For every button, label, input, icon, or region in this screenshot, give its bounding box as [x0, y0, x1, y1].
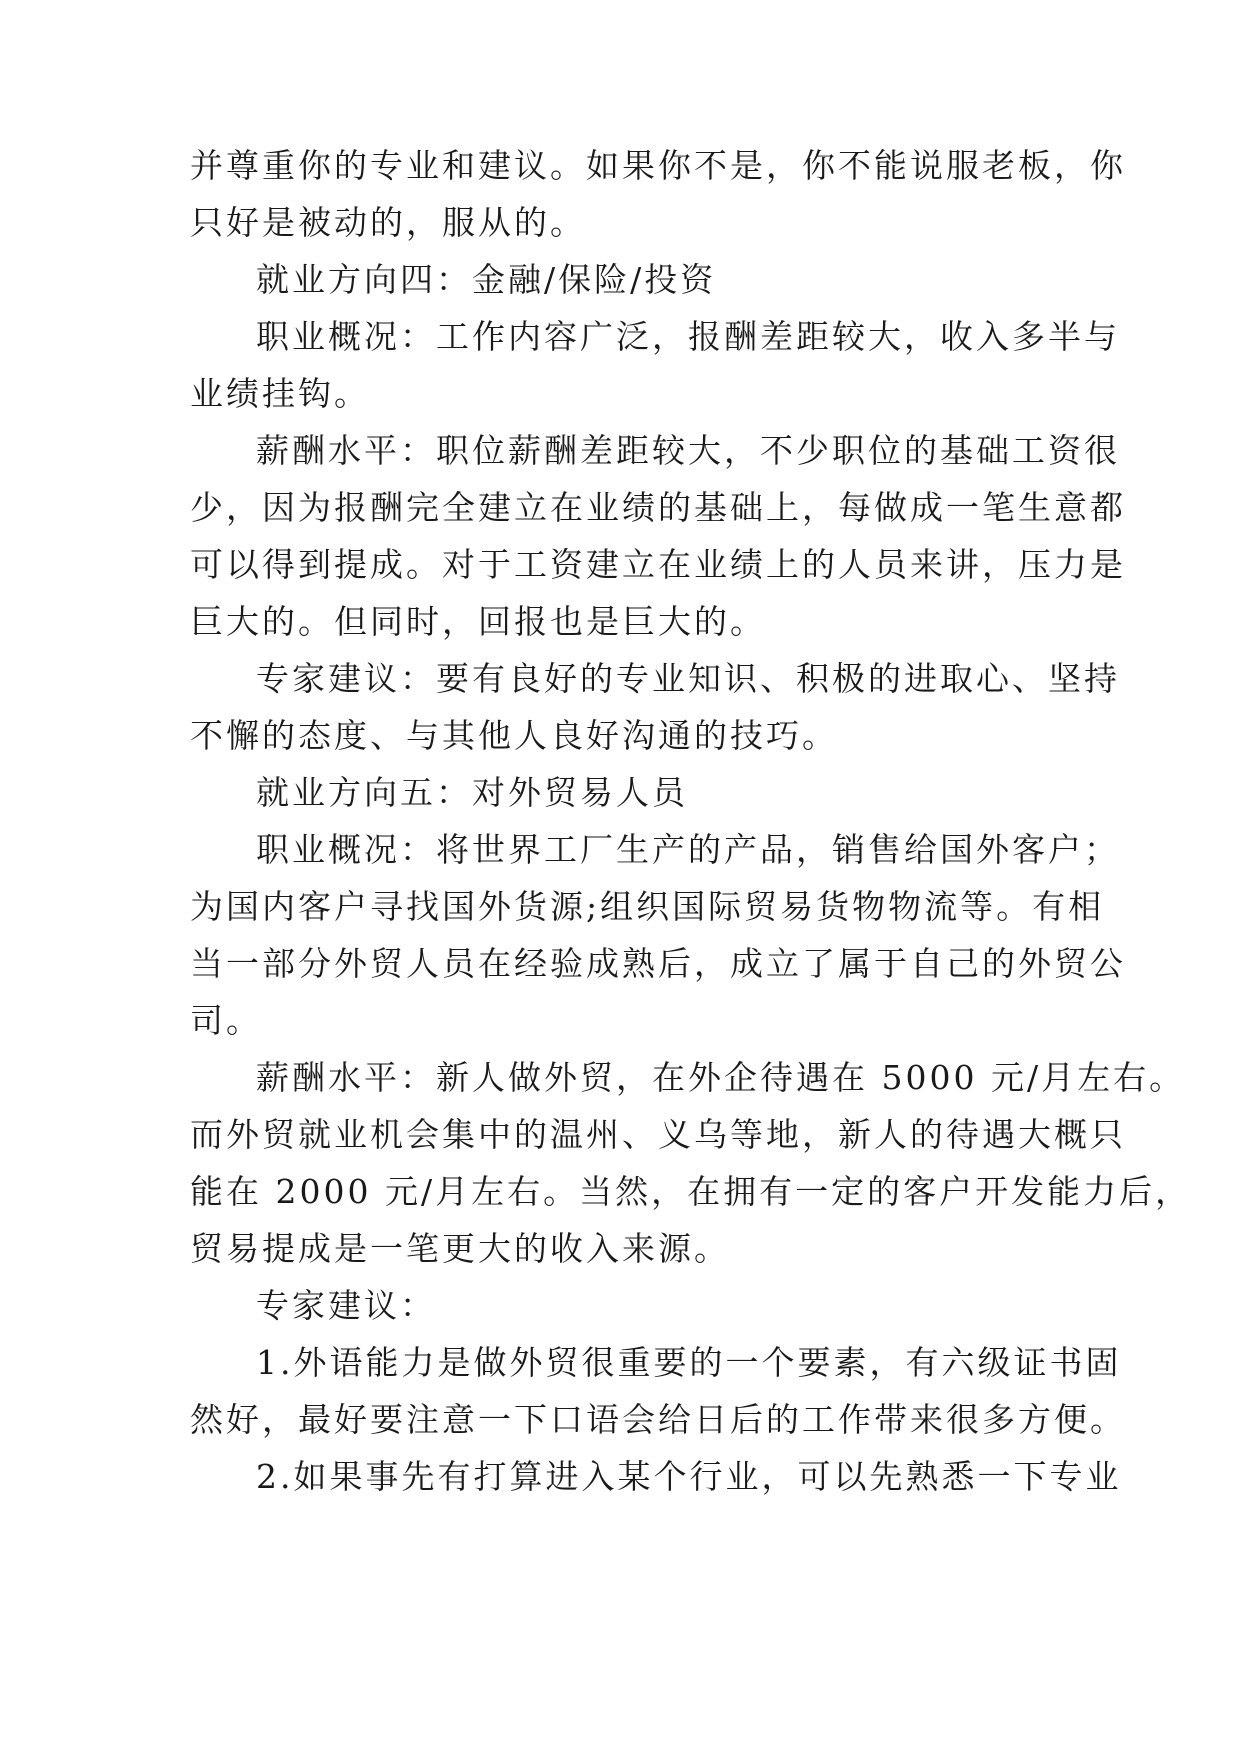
text-line: 巨大的。但同时，回报也是巨大的。 — [190, 602, 766, 641]
text-line: 可以得到提成。对于工资建立在业绩上的人员来讲，压力是 — [190, 545, 1126, 584]
section-heading: 就业方向五：对外贸易人员 — [256, 773, 688, 812]
list-item: 1.外语能力是做外贸很重要的一个要素，有六级证书固 — [256, 1343, 1122, 1382]
text-line: 当一部分外贸人员在经验成熟后，成立了属于自己的外贸公 — [190, 944, 1126, 983]
text-line: 司。 — [190, 1001, 262, 1040]
text-line: 专家建议：要有良好的专业知识、积极的进取心、坚持 — [256, 659, 1120, 698]
text-line: 职业概况：工作内容广泛，报酬差距较大，收入多半与 — [256, 317, 1120, 356]
text-line: 专家建议： — [256, 1286, 436, 1325]
section-heading: 就业方向四：金融/保险/投资 — [256, 260, 717, 299]
text-line: 为国内客户寻找国外货源;组织国际贸易货物物流等。有相 — [190, 887, 1105, 926]
text-line: 只好是被动的，服从的。 — [190, 203, 586, 242]
text-line: 职业概况：将世界工厂生产的产品，销售给国外客户； — [256, 830, 1120, 869]
text-line: 而外贸就业机会集中的温州、义乌等地，新人的待遇大概只 — [190, 1115, 1126, 1154]
text-line: 并尊重你的专业和建议。如果你不是，你不能说服老板，你 — [190, 146, 1126, 185]
text-line: 薪酬水平：新人做外贸，在外企待遇在 5000 元/月左右。 — [256, 1058, 1186, 1097]
text-line: 薪酬水平：职位薪酬差距较大，不少职位的基础工资很 — [256, 431, 1120, 470]
text-line: 不懈的态度、与其他人良好沟通的技巧。 — [190, 716, 838, 755]
list-item: 2.如果事先有打算进入某个行业，可以先熟悉一下专业 — [256, 1457, 1122, 1496]
text-line: 贸易提成是一笔更大的收入来源。 — [190, 1229, 730, 1268]
text-line: 少，因为报酬完全建立在业绩的基础上，每做成一笔生意都 — [190, 488, 1126, 527]
text-line: 业绩挂钩。 — [190, 374, 370, 413]
text-line: 然好，最好要注意一下口语会给日后的工作带来很多方便。 — [190, 1400, 1126, 1439]
text-line: 能在 2000 元/月左右。当然，在拥有一定的客户开发能力后， — [190, 1172, 1192, 1211]
